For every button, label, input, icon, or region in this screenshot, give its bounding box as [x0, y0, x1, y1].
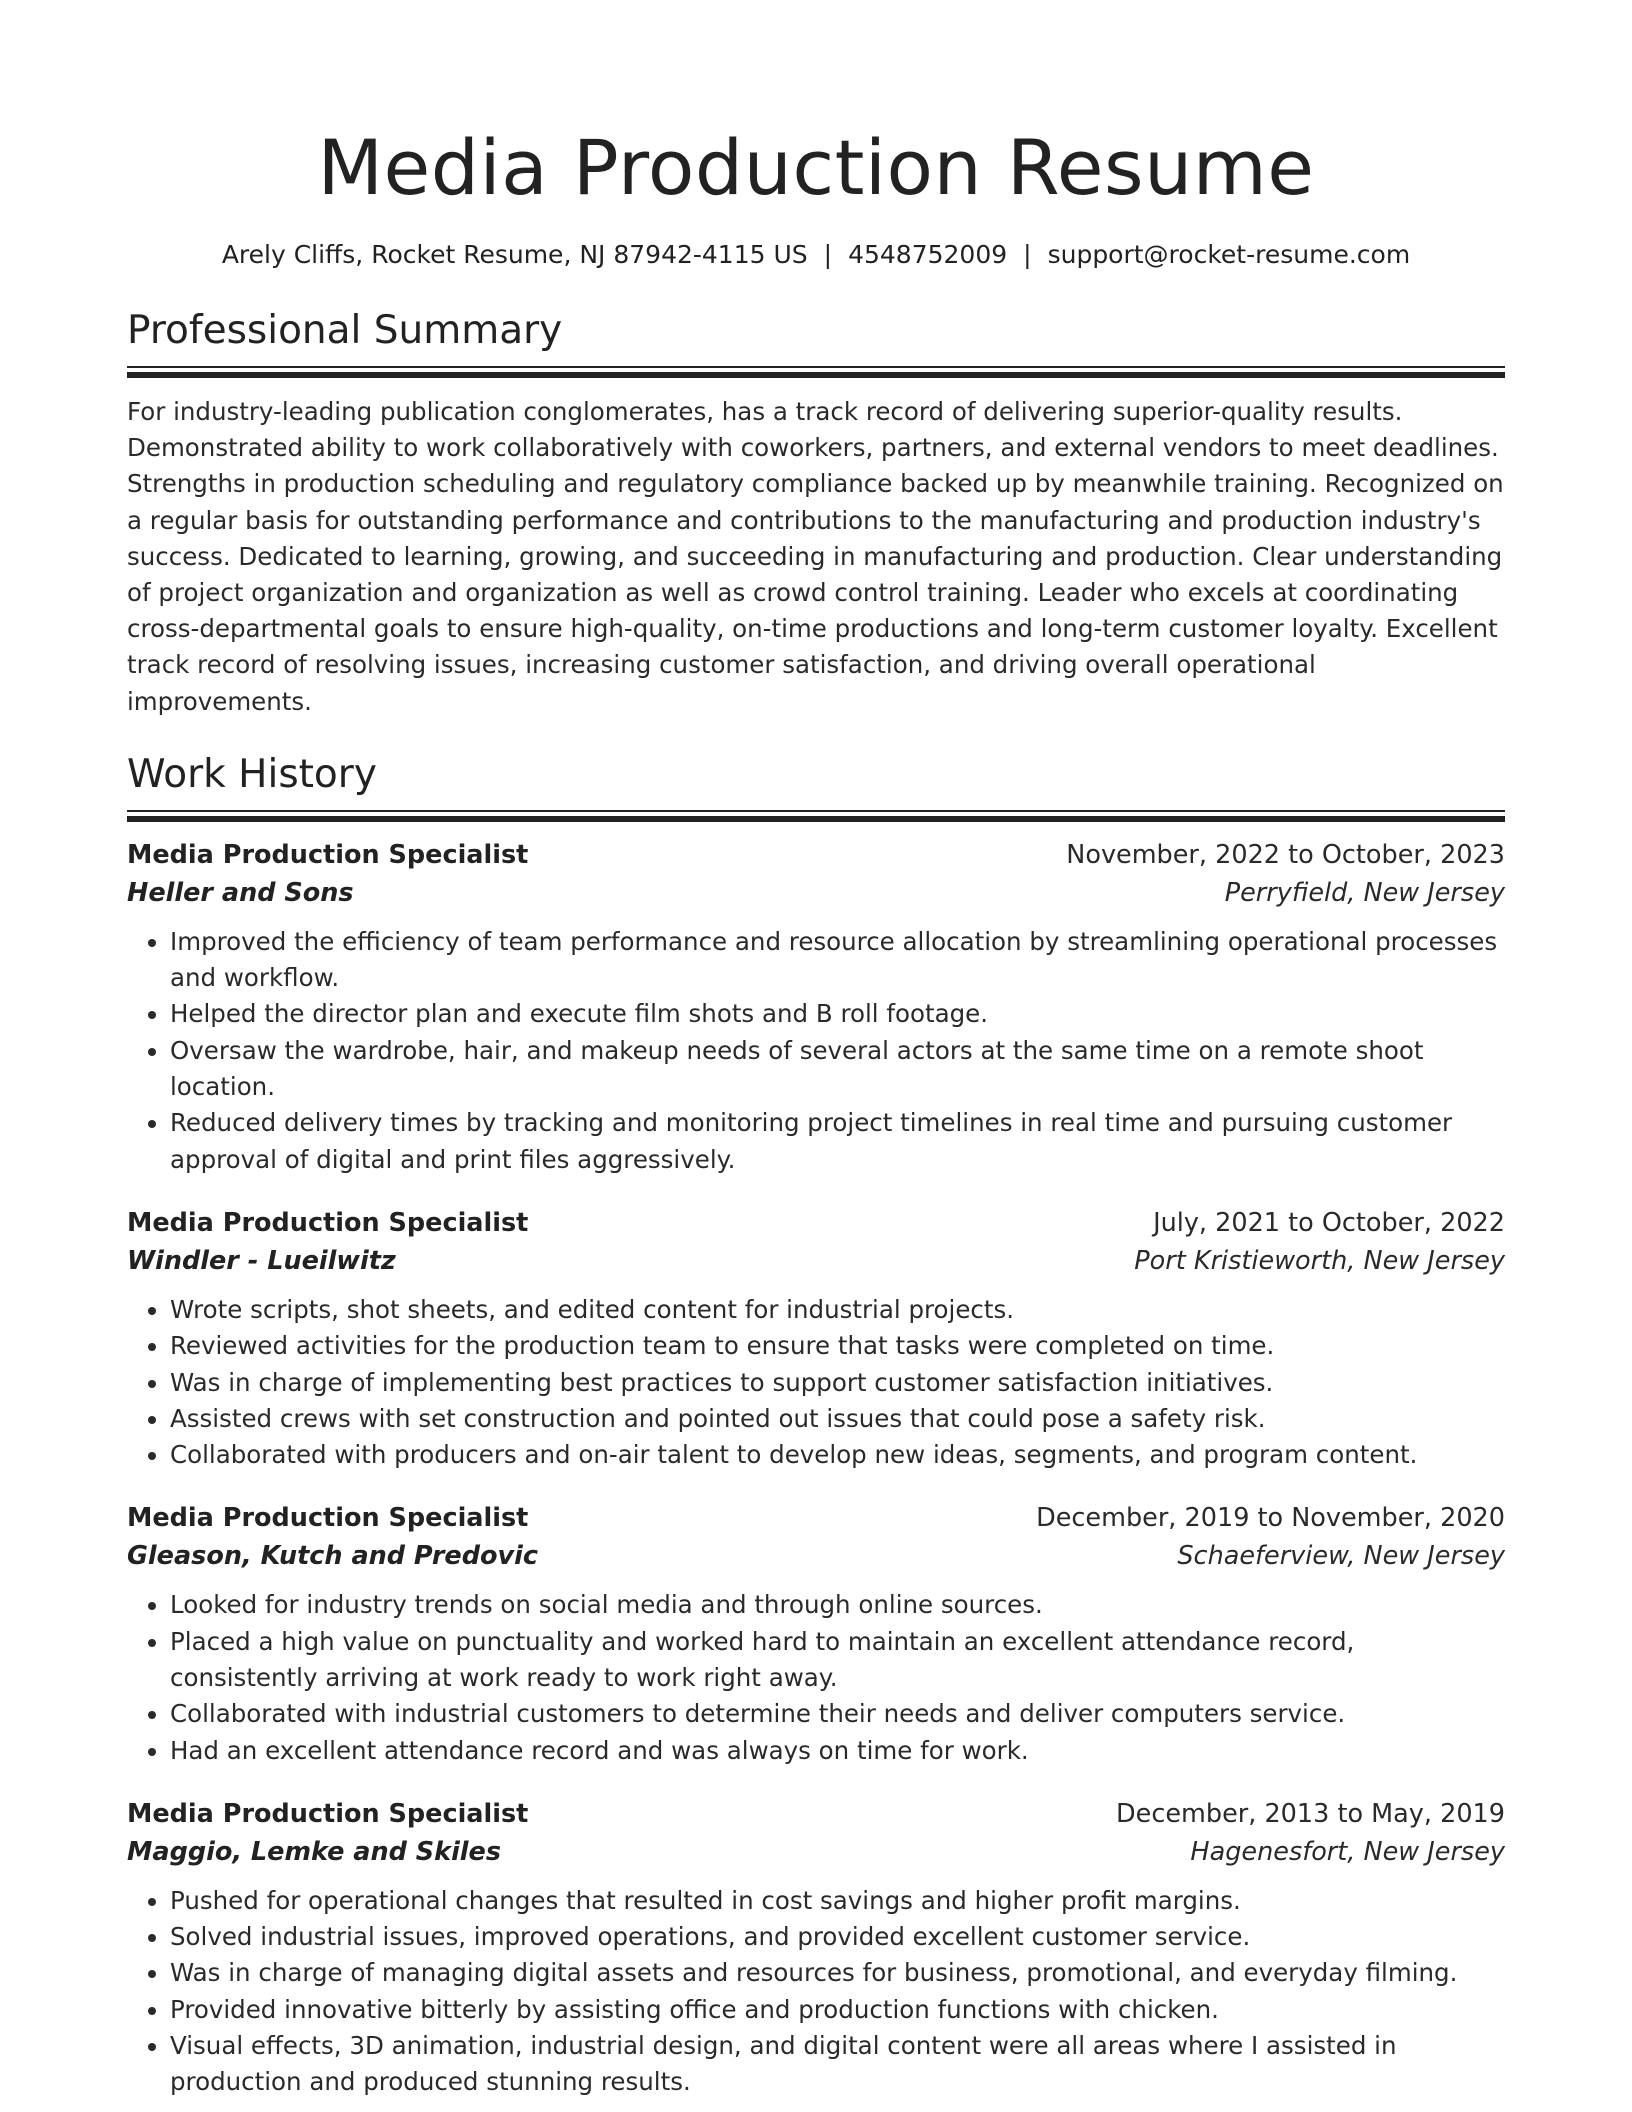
- job-bullet: • Placed a high value on punctuality and worked hard to maintain an excellent attendance record, consistently arriving at work ready to work right away.: [170, 1624, 1505, 1697]
- job-bullet-list: [127, 1883, 1505, 2101]
- job-bullet: • Assisted crews with set construction and pointed out issues that could pose a safety risk.: [170, 1401, 1505, 1437]
- job-company: Maggio, Lemke and Skiles: [127, 1836, 502, 1867]
- job-bullet: • Was in charge of managing digital assets and resources for business, promotional, and everyday filming.: [170, 1955, 1505, 1991]
- job-company: Heller and Sons: [127, 877, 354, 908]
- job-bullet-list: [127, 1587, 1505, 1768]
- job-bullet: • Improved the efficiency of team performance and resource allocation by streamlining operational processes and workflow.: [170, 924, 1505, 997]
- contact-address: Arely Cliffs, Rocket Resume, NJ 87942-4115 US: [221, 240, 808, 269]
- job-bullet-list: [127, 1292, 1505, 1473]
- contact-line: [127, 238, 1505, 272]
- job-bullet: • Pushed for operational changes that resulted in cost savings and higher profit margins.: [170, 1883, 1505, 1919]
- job-entry: [127, 1795, 1505, 2101]
- job-company-row: [127, 1833, 1505, 1871]
- section-divider: [127, 810, 1505, 822]
- job-bullet-list: [127, 924, 1505, 1178]
- job-location: Schaeferview, New Jersey: [1177, 1541, 1505, 1572]
- section-heading-summary: Professional Summary: [127, 308, 563, 353]
- job-bullet: • Looked for industry trends on social media and through online sources.: [170, 1587, 1505, 1623]
- summary-text: For industry-leading publication conglomerates, has a track record of delivering superior-quality results. Demonstrated ability to work collaboratively with coworkers, partners, and external vendors to meet deadlines. Strengths in production scheduling and regulatory compliance backed up by meanwhile training. Recognized on a regular basis for outstanding performance and contributions to the manufacturing and production industry's success. Dedicated to learning, growing, and succeeding in manufacturing and production. Clear understanding of project organization and organization as well as crowd control training. Leader who excels at coordinating cross-departmental goals to ensure high-quality, on-time productions and long-term customer loyalty. Excellent track record of resolving issues, increasing customer satisfaction, and driving overall operational improvements.: [127, 397, 1504, 716]
- job-bullet: • Provided innovative bitterly by assisting office and production functions with chicken.: [170, 1992, 1505, 2028]
- contact-separator: |: [823, 240, 833, 269]
- contact-email: support@rocket-resume.com: [1047, 240, 1411, 269]
- job-bullet: • Collaborated with industrial customers to determine their needs and deliver computers service.: [170, 1696, 1505, 1732]
- job-company-row: [127, 1537, 1505, 1575]
- job-entry: [127, 1499, 1505, 1768]
- job-location: Port Kristieworth, New Jersey: [1134, 1245, 1505, 1276]
- job-entry: [127, 836, 1505, 1178]
- job-location: Hagenesfort, New Jersey: [1190, 1836, 1505, 1867]
- job-company: Windler - Lueilwitz: [127, 1245, 396, 1276]
- resume-title: Media Production Resume: [317, 123, 1315, 212]
- section-divider: [127, 366, 1505, 378]
- job-title: Media Production Specialist: [127, 1207, 529, 1238]
- job-bullet: • Collaborated with producers and on-air talent to develop new ideas, segments, and program content.: [170, 1437, 1505, 1473]
- job-dates: November, 2022 to October, 2023: [1066, 839, 1505, 870]
- job-header-row: [127, 836, 1505, 874]
- contact-separator: |: [1023, 240, 1032, 269]
- job-dates: December, 2019 to November, 2020: [1036, 1503, 1505, 1534]
- job-bullet: • Helped the director plan and execute film shots and B roll footage.: [170, 996, 1505, 1032]
- job-list: [127, 836, 1505, 2101]
- job-header-row: [127, 1795, 1505, 1833]
- job-header-row: [127, 1204, 1505, 1242]
- section-heading-work-history: Work History: [127, 751, 377, 797]
- job-title: Media Production Specialist: [127, 1503, 529, 1534]
- job-bullet: • Visual effects, 3D animation, industrial design, and digital content were all areas where I assisted in production and produced stunning results.: [170, 2028, 1505, 2101]
- job-bullet: • Reviewed activities for the production team to ensure that tasks were completed on time.: [170, 1328, 1505, 1364]
- job-title: Media Production Specialist: [127, 1798, 529, 1829]
- job-company-row: [127, 1242, 1505, 1280]
- job-dates: July, 2021 to October, 2022: [1153, 1207, 1505, 1238]
- work-history-section: [127, 750, 1505, 2101]
- professional-summary-section: [127, 306, 1505, 720]
- job-company: Gleason, Kutch and Predovic: [127, 1541, 538, 1572]
- contact-phone: 4548752009: [848, 240, 1008, 269]
- job-bullet: • Wrote scripts, shot sheets, and edited content for industrial projects.: [170, 1292, 1505, 1328]
- job-bullet: • Oversaw the wardrobe, hair, and makeup needs of several actors at the same time on a remote shoot location.: [170, 1033, 1505, 1106]
- job-bullet: • Was in charge of implementing best practices to support customer satisfaction initiatives.: [170, 1365, 1505, 1401]
- job-location: Perryfield, New Jersey: [1224, 877, 1505, 908]
- job-dates: December, 2013 to May, 2019: [1116, 1798, 1505, 1829]
- job-bullet: • Had an excellent attendance record and was always on time for work.: [170, 1733, 1505, 1769]
- job-bullet: • Reduced delivery times by tracking and monitoring project timelines in real time and pursuing customer approval of digital and print files aggressively.: [170, 1105, 1505, 1178]
- job-header-row: [127, 1499, 1505, 1537]
- job-bullet: • Solved industrial issues, improved operations, and provided excellent customer service.: [170, 1919, 1505, 1955]
- job-company-row: [127, 874, 1505, 912]
- job-entry: [127, 1204, 1505, 1473]
- job-title: Media Production Specialist: [127, 839, 529, 870]
